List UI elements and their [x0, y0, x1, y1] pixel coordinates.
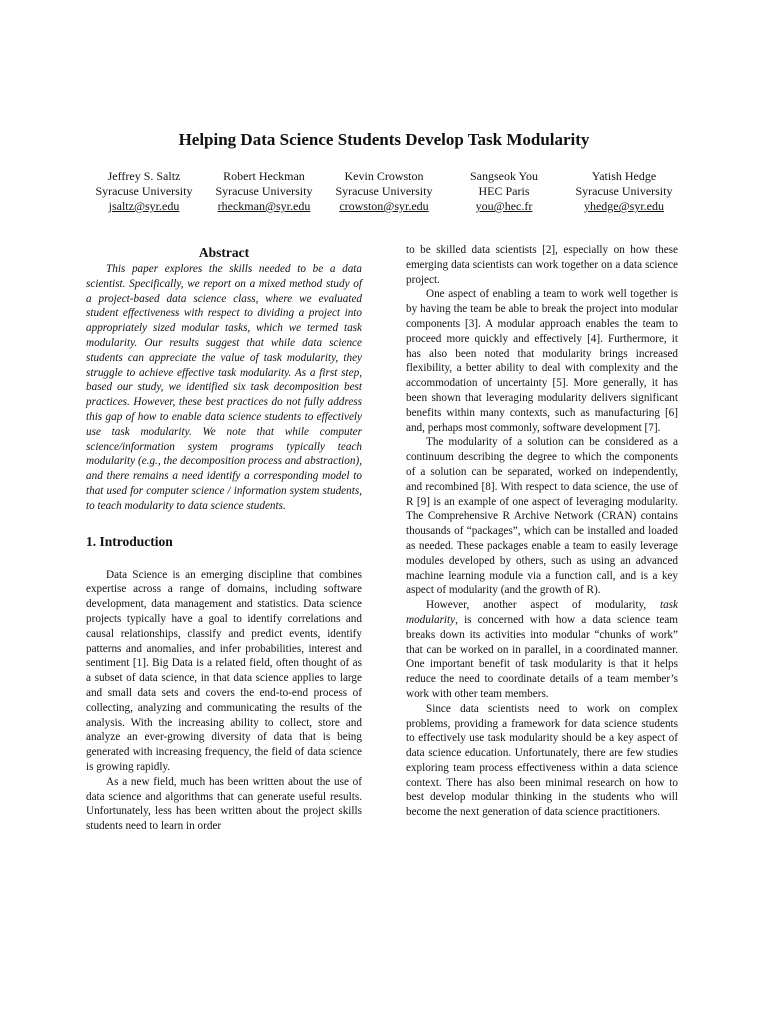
body-paragraph: The modularity of a solution can be considered as a continuum describing the degree to which the components of a solution can be separated, worked on independently, and recombined [8]. With respect to data science, the use of R [9] is an example of one aspect of leveraging modularity. The Comprehensive R Archive Network (CRAN) contains thousands of “packages”, which can be installed and loaded as needed. These packages enable a team to easily leverage modules developed by others, such as using an advanced machine learning module via a function call, and is a key aspect of modularity (and the growth of R). [406, 436, 678, 597]
author-name: Yatish Hedge [591, 169, 657, 183]
author-block [444, 169, 564, 214]
section-heading-introduction: 1. Introduction [86, 533, 173, 549]
author-block [84, 169, 204, 214]
author-affiliation: HEC Paris [478, 184, 530, 198]
author-email-link[interactable]: jsaltz@syr.edu [108, 199, 180, 213]
author-block [204, 169, 324, 214]
paragraph-text: , is concerned with how a data science team breaks down its activities into modular “chunks of work” that can be worked on in parallel, in a coordinated manner. One important benefit of task modularity is that it helps reduce the need to coordinate details of a team member’s work with other team members. [406, 613, 678, 700]
author-affiliation: Syracuse University [335, 184, 433, 198]
body-paragraph: Data Science is an emerging discipline that combines expertise across a range of domains, including software development, data management and statistics. Data science projects typically have a goal to identify correlations and causal relationships, classify and predict events, identify patterns and anomalies, and infer probabilities, interest and sentiment [1]. Big Data is a related field, often thought of as a subset of data science, in that data science applies to large and small data sets and covers the end-to-end process of collecting, analyzing and communicating the results of the analysis. With the increasing ability to collect, store and analyze an ever-growing diversity of data that is being generated with increasing frequency, the field of data science is growing rapidly. [86, 568, 362, 773]
abstract-heading: Abstract [198, 245, 250, 260]
body-paragraph-task-modularity [406, 598, 678, 702]
author-name: Jeffrey S. Saltz [107, 169, 181, 183]
author-affiliation: Syracuse University [215, 184, 313, 198]
body-paragraph: Since data scientists need to work on complex problems, providing a framework for data science students to effectively use task modularity should be a key aspect of data science education. Unfortunately, there are few studies exploring team process effectiveness within a data science context. There has also been minimal research on how to best develop modular thinking in the students who will become the next generation of data science practitioners. [406, 702, 678, 819]
author-name: Robert Heckman [223, 169, 305, 183]
author-email-link[interactable]: you@hec.fr [475, 199, 533, 213]
author-list [84, 169, 684, 214]
left-column [86, 244, 362, 834]
right-column [406, 243, 678, 820]
paper-title: Helping Data Science Students Develop Task Modularity [178, 130, 590, 149]
body-paragraph: As a new field, much has been written about the use of data science and algorithms that can generate useful results. Unfortunately, less has been written about the project skills students need to learn in order [86, 775, 362, 833]
paragraph-text: However, another aspect of modularity, [426, 599, 647, 612]
author-block [324, 169, 444, 214]
author-affiliation: Syracuse University [575, 184, 673, 198]
author-email-link[interactable]: yhedge@syr.edu [583, 199, 665, 213]
author-email-link[interactable]: crowston@syr.edu [339, 199, 429, 213]
abstract-text: This paper explores the skills needed to be a data scientist. Specifically, we report on a mixed method study of a project-based data science class, where we evaluated student effectiveness with respect to dividing a project into appropriately sized modular tasks, which we termed task modularity. Our results suggest that while data science students can appreciate the value of task modularity, they struggle to achieve effective task modularity. As a first step, based our study, we identified six task decomposition best practices. However, these best practices do not fully address this gap of how to enable data science students to effectively use task modularity. We note that while computer science/information system programs typically teach modularity (e.g., the decomposition process and abstraction), and there remains a need identify a corresponding model to that used for computer science / information system students, to teach modularity to data science students. [86, 263, 362, 512]
author-block [564, 169, 684, 214]
author-name: Sangseok You [469, 169, 538, 183]
author-email-link[interactable]: rheckman@syr.edu [217, 199, 311, 213]
author-affiliation: Syracuse University [95, 184, 193, 198]
emphasis-term: task modularity [406, 599, 678, 626]
body-paragraph: One aspect of enabling a team to work well together is by having the team be able to break the project into modular components [3]. A modular approach enables the team to proceed more quickly and effectively [4]. Furthermore, it has also been noted that modularity brings increased flexibility, a better ability to deal with complexity and the accommodation of uncertainty [5]. More generally, it has been shown that leveraging modularity delivers significant benefits within many contexts, such as manufacturing [6] and, perhaps most commonly, software development [7]. [406, 288, 678, 434]
author-name: Kevin Crowston [344, 169, 424, 183]
body-paragraph: to be skilled data scientists [2], especially on how these emerging data scientists can work together on a data science project. [406, 244, 678, 286]
